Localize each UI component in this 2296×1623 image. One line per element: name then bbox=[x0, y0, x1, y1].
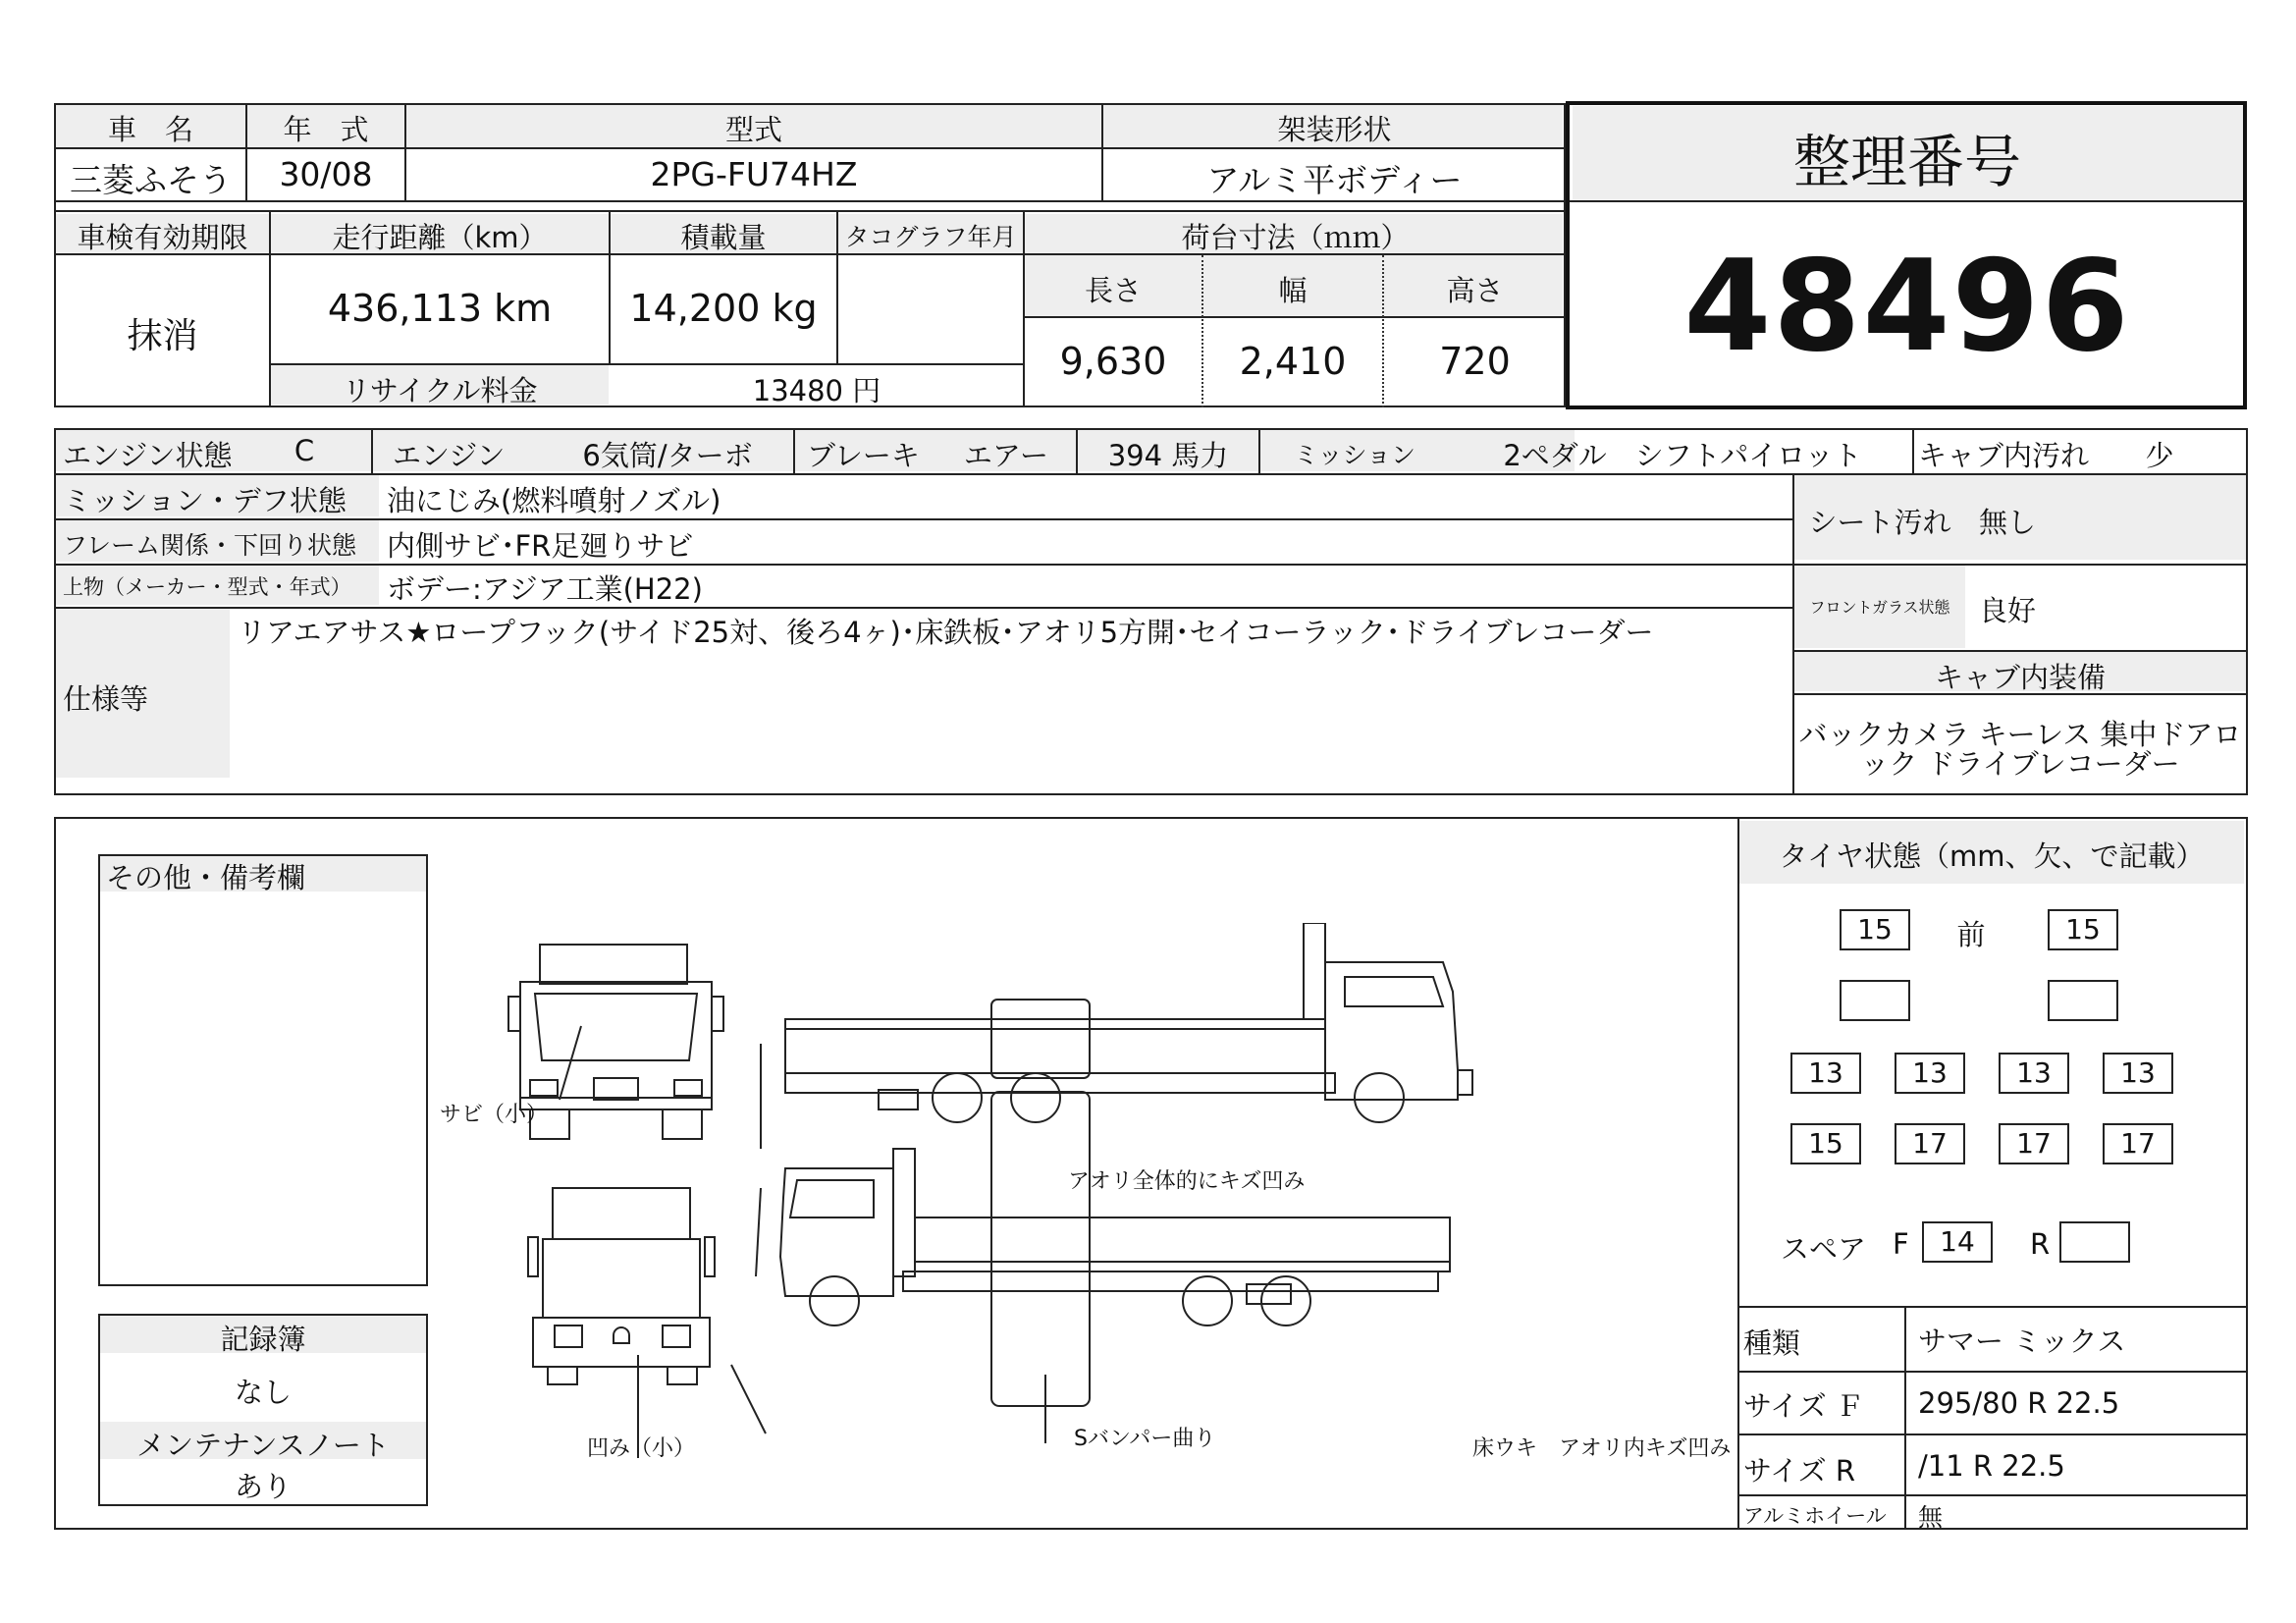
annotation-bumper: Sバンパー曲り bbox=[1074, 1427, 1216, 1451]
annotation-floor: 床ウキ アオリ内キズ凹み bbox=[1472, 1436, 1732, 1461]
tire-size-f: 295/80 R 22.5 bbox=[1918, 1386, 2120, 1420]
model: 2PG-FU74HZ bbox=[650, 155, 858, 193]
year: 30/08 bbox=[279, 155, 373, 193]
tire-size-r: /11 R 22.5 bbox=[1918, 1449, 2065, 1483]
capacity-label: 積載量 bbox=[680, 221, 767, 254]
engine-label: エンジン bbox=[393, 439, 506, 472]
spare-label: スペア bbox=[1781, 1232, 1867, 1266]
spare-r-label: R bbox=[2030, 1227, 2051, 1261]
tire-type-label: 種類 bbox=[1743, 1326, 1801, 1360]
truck-side-view-upper bbox=[785, 923, 1472, 1122]
mission: 2ペダル シフトパイロット bbox=[1503, 439, 1862, 472]
spare-front: 14 bbox=[1922, 1221, 1993, 1263]
model-label: 型式 bbox=[724, 113, 782, 146]
annotation-rust: サビ（小） bbox=[440, 1103, 549, 1127]
annotation-aori: アオリ全体的にキズ凹み bbox=[1068, 1169, 1306, 1194]
seat-dirt: 無し bbox=[1979, 506, 2037, 539]
frame-label: フレーム関係・下回り状態 bbox=[63, 531, 357, 560]
seat-dirt-label: シート汚れ bbox=[1808, 506, 1951, 539]
record: なし bbox=[234, 1376, 292, 1409]
tire-title: タイヤ状態（mm、欠、で記載） bbox=[1779, 839, 2205, 873]
cargo-dims-label: 荷台寸法（ｍｍ） bbox=[1181, 221, 1410, 254]
upper: ボデー:アジア工業(H22) bbox=[387, 572, 703, 606]
inspection-label: 車検有効期限 bbox=[77, 221, 248, 254]
tire-row3-1: 13 bbox=[1790, 1053, 1861, 1094]
tacho-label: タコグラフ年月 bbox=[844, 223, 1017, 251]
cargo-length: 9,630 bbox=[1059, 340, 1167, 383]
truck-rear-view bbox=[528, 1188, 715, 1384]
cab-dirt: 少 bbox=[2145, 439, 2174, 472]
year-label: 年 式 bbox=[283, 113, 369, 146]
record-label: 記録簿 bbox=[220, 1323, 306, 1356]
cab-equip-label: キャブ内装備 bbox=[1934, 661, 2106, 694]
horsepower: 394 馬力 bbox=[1107, 439, 1229, 472]
engine-state: C bbox=[294, 434, 315, 467]
tire-size-r-label: サイズ R bbox=[1743, 1454, 1856, 1488]
tire-size-f-label: サイズ Ｆ bbox=[1743, 1389, 1864, 1423]
tire-row3-2: 13 bbox=[1895, 1053, 1965, 1094]
windshield: 良好 bbox=[1979, 594, 2037, 627]
cab-equip-line1: バックカメラ キーレス 集中ドアロ bbox=[1798, 718, 2242, 751]
cab-dirt-label: キャブ内汚れ bbox=[1918, 439, 2090, 472]
engine-state-label: エンジン状態 bbox=[63, 439, 233, 472]
alumi-wheel: 無 bbox=[1918, 1503, 1944, 1532]
tire-row4-1: 15 bbox=[1790, 1123, 1861, 1164]
car-name-label: 車 名 bbox=[107, 113, 193, 146]
tire-front-left: 15 bbox=[1840, 909, 1910, 950]
mission-diff-label: ミッション・デフ状態 bbox=[63, 484, 347, 517]
cargo-height: 720 bbox=[1439, 340, 1511, 383]
car-name: 三菱ふそう bbox=[70, 161, 232, 199]
truck-diagram bbox=[432, 923, 1728, 1473]
maint: あり bbox=[234, 1470, 292, 1503]
alumi-wheel-label: アルミホイール bbox=[1743, 1504, 1887, 1528]
spec-label: 仕様等 bbox=[63, 682, 149, 716]
mission-diff: 油にじみ(燃料噴射ノズル) bbox=[387, 484, 721, 517]
mileage: 436,113 km bbox=[327, 287, 553, 330]
recycle-label: リサイクル料金 bbox=[342, 374, 538, 407]
tire-row2-right bbox=[2048, 980, 2118, 1021]
tire-row3-4: 13 bbox=[2103, 1053, 2173, 1094]
ref-number: 48496 bbox=[1683, 234, 2131, 380]
body-type: アルミ平ボディー bbox=[1206, 161, 1463, 199]
tire-front-right: 15 bbox=[2048, 909, 2118, 950]
spec: リアエアサス★ロープフック(サイド25対、後ろ4ヶ)･床鉄板･アオリ5方開･セイコーラック･ドライブレコーダー bbox=[238, 616, 1654, 649]
width-label: 幅 bbox=[1278, 274, 1308, 307]
cab-equip-line2: ック ドライブレコーダー bbox=[1860, 747, 2180, 781]
recycle-fee: 13480 円 bbox=[752, 374, 881, 407]
cargo-top-view-front bbox=[991, 1000, 1090, 1078]
capacity: 14,200 kg bbox=[629, 287, 818, 330]
tire-row4-2: 17 bbox=[1895, 1123, 1965, 1164]
windshield-label: フロントガラス状態 bbox=[1809, 598, 1950, 617]
maint-label: メンテナンスノート bbox=[136, 1429, 390, 1462]
brake-label: ブレーキ bbox=[807, 439, 920, 472]
tire-row4-3: 17 bbox=[1999, 1123, 2069, 1164]
cargo-top-view-bed bbox=[991, 1092, 1090, 1406]
engine: 6気筒/ターボ bbox=[582, 439, 753, 472]
inspection: 抹消 bbox=[127, 316, 198, 356]
other-remarks-label: その他・備考欄 bbox=[106, 861, 306, 894]
mission-label: ミッション bbox=[1294, 441, 1416, 469]
tire-row3-3: 13 bbox=[1999, 1053, 2069, 1094]
spare-f-label: F bbox=[1893, 1227, 1909, 1261]
tire-row4-4: 17 bbox=[2103, 1123, 2173, 1164]
frame: 内側サビ･FR足廻りサビ bbox=[387, 529, 694, 563]
brake: エアー bbox=[963, 439, 1049, 472]
upper-label: 上物（メーカー・型式・年式） bbox=[63, 575, 351, 599]
body-type-label: 架装形状 bbox=[1277, 113, 1392, 146]
height-label: 高さ bbox=[1446, 274, 1504, 307]
annotation-dent: 凹み（小） bbox=[587, 1436, 696, 1461]
length-label: 長さ bbox=[1084, 274, 1142, 307]
tire-front-label: 前 bbox=[1956, 918, 1986, 951]
tire-row2-left bbox=[1840, 980, 1910, 1021]
ref-label: 整理番号 bbox=[1792, 129, 2021, 195]
mileage-label: 走行距離（km） bbox=[332, 221, 548, 254]
cargo-width: 2,410 bbox=[1239, 340, 1347, 383]
spare-rear bbox=[2059, 1221, 2130, 1263]
tire-type: サマー ミックス bbox=[1918, 1325, 2126, 1358]
